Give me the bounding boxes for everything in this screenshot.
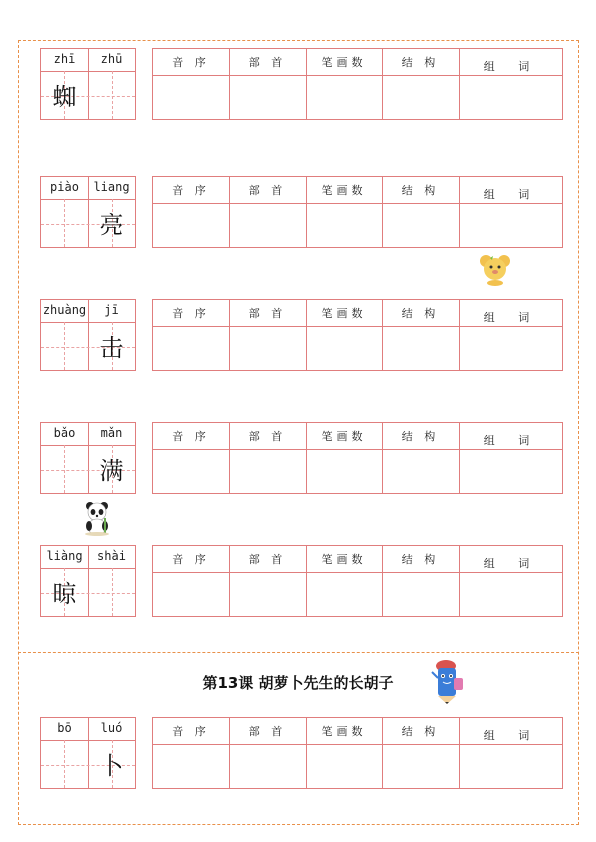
pinyin-right: liang — [93, 180, 130, 194]
pinyin-right: zhū — [100, 52, 123, 66]
pinyin-left: bǎo — [53, 426, 76, 440]
pencil-mascot-icon — [428, 658, 468, 706]
header-bushou: 部 首 — [248, 553, 287, 566]
header-bihuashu: 笔画数 — [321, 307, 367, 320]
header-bihuashu: 笔画数 — [321, 430, 367, 443]
character-row — [0, 299, 596, 373]
header-jiegou: 结 构 — [401, 725, 440, 738]
header-bihuashu: 笔画数 — [321, 725, 367, 738]
character-grid — [40, 48, 136, 120]
section-divider — [18, 652, 579, 653]
pinyin-left: zhuàng — [42, 303, 87, 317]
bear-icon — [478, 253, 512, 287]
info-table — [152, 422, 563, 494]
header-zuci: 组 词 — [483, 434, 540, 447]
info-table — [152, 48, 563, 120]
header-bihuashu: 笔画数 — [321, 184, 367, 197]
character-row — [0, 422, 596, 496]
character-grid — [40, 299, 136, 371]
header-yinxu: 音 序 — [172, 430, 210, 443]
pinyin-left: bō — [57, 721, 72, 735]
pinyin-right: shài — [97, 549, 126, 563]
pinyin-right: jī — [104, 303, 119, 317]
header-bushou: 部 首 — [248, 184, 287, 197]
lesson-title: 第13课 胡萝卜先生的长胡子 — [202, 674, 394, 692]
info-table — [152, 176, 563, 248]
header-jiegou: 结 构 — [401, 56, 440, 69]
header-jiegou: 结 构 — [401, 553, 440, 566]
panda-icon — [82, 500, 112, 536]
info-table — [152, 299, 563, 371]
header-yinxu: 音 序 — [172, 307, 210, 320]
header-zuci: 组 词 — [483, 557, 540, 570]
pinyin-right: mǎn — [100, 426, 123, 440]
info-table — [152, 717, 563, 789]
header-bushou: 部 首 — [248, 56, 287, 69]
hanzi-right: 击 — [99, 334, 124, 362]
header-yinxu: 音 序 — [172, 56, 210, 69]
pinyin-left: zhī — [53, 52, 76, 66]
header-jiegou: 结 构 — [401, 184, 440, 197]
hanzi-right: 满 — [99, 457, 124, 485]
character-row — [0, 545, 596, 619]
character-grid — [40, 717, 136, 789]
header-bihuashu: 笔画数 — [321, 553, 367, 566]
character-row — [0, 48, 596, 122]
character-grid — [40, 176, 136, 248]
info-table — [152, 545, 563, 617]
character-grid — [40, 422, 136, 494]
header-zuci: 组 词 — [483, 188, 540, 201]
header-bushou: 部 首 — [248, 307, 287, 320]
character-row — [0, 717, 596, 791]
header-yinxu: 音 序 — [172, 184, 210, 197]
header-zuci: 组 词 — [483, 311, 540, 324]
header-zuci: 组 词 — [483, 60, 540, 73]
header-zuci: 组 词 — [483, 729, 540, 742]
character-grid — [40, 545, 136, 617]
header-bushou: 部 首 — [248, 430, 287, 443]
pinyin-left: liàng — [46, 549, 83, 563]
header-bihuashu: 笔画数 — [321, 56, 367, 69]
pinyin-right: luó — [100, 721, 123, 735]
header-jiegou: 结 构 — [401, 307, 440, 320]
character-row — [0, 176, 596, 250]
header-yinxu: 音 序 — [172, 725, 210, 738]
hanzi-left: 晾 — [52, 580, 77, 608]
hanzi-right: 卜 — [99, 752, 124, 780]
pinyin-left: piào — [50, 180, 79, 194]
header-bushou: 部 首 — [248, 725, 287, 738]
header-jiegou: 结 构 — [401, 430, 440, 443]
header-yinxu: 音 序 — [172, 553, 210, 566]
hanzi-right: 亮 — [99, 211, 124, 239]
hanzi-left: 蜘 — [52, 83, 77, 111]
